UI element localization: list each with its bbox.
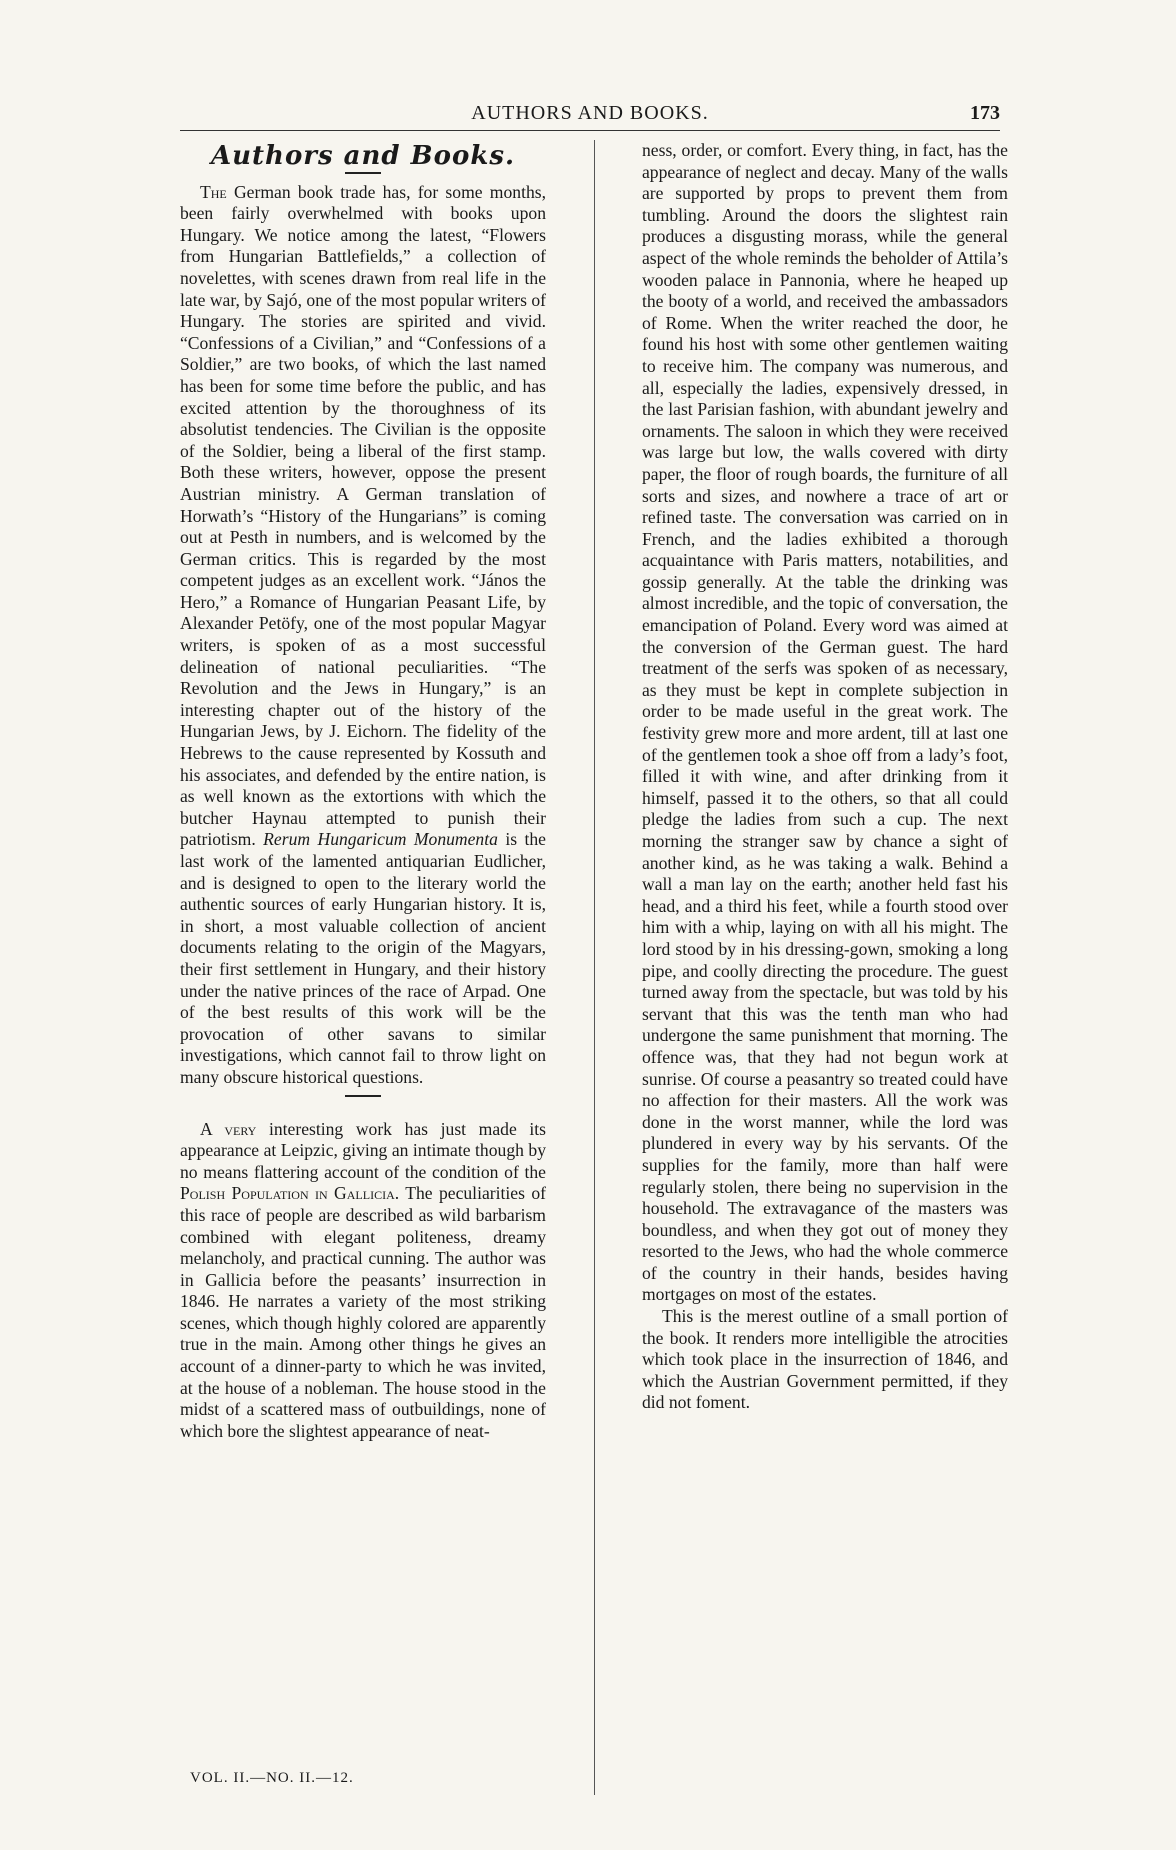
paragraph-2-small-caps: Polish Population in Gallicia. [180, 1183, 400, 1204]
paragraph-2-body: interesting work has just made its appearance at Leipzic, giving an intimate though by no means flattering account of the condition of the [180, 1118, 546, 1182]
running-header [180, 100, 1000, 131]
heading-rule [345, 172, 381, 174]
column-divider [594, 140, 595, 1795]
article-paragraph-4: This is the merest outline of a small portion of the book. It renders more intelligible the atrocities which took place in the insurrection of 1846, and which the Austrian Government permitted, if they did not foment. [642, 1306, 1008, 1413]
signature-mark: VOL. II.—NO. II.—12. [190, 1770, 354, 1786]
paragraph-2-lead: A very [200, 1118, 257, 1139]
paragraph-1-body: German book trade has, for some months, been fairly overwhelmed with books upon Hungary. We notice among the latest, “Flowers from Hungarian Battlefields,” a collection of novelettes, with scenes drawn from real life in the late war, by Sajó, one of the most popular writers of Hungary. The stories are spirited and vivid. “Confessions of a Civilian,” and “Confessions of a Soldier,” are two books, of which the last named has been for some time before the public, and has excited attention by the thoroughness of its absolutist tendencies. The Civilian is the opposite of the Soldier, being a liberal of the first stamp. Both these writers, however, oppose the present Austrian ministry. A German translation of Horwath’s “History of the Hungarians” is coming out at Pesth in numbers, and is welcomed by the German critics. This is regarded by the most competent judges as an excellent work. “János the Hero,” a Romance of Hungarian Peasant Life, by Alexander Petöfy, one of the most popular Magyar writers, is spoken of as a most successful delineation of national peculiarities. “The Revolution and the Jews in Hungary,” is an interesting chapter out of the history of the Hungarian Jews, by J. Eichorn. The fidelity of the Hebrews to the cause represented by Kossuth and his associates, and defended by the entire nation, is as well known as the extortions with which the butcher Haynau attempted to punish their patriotism. [180, 181, 546, 850]
left-column [180, 140, 546, 1750]
article-paragraph-3: ness, order, or comfort. Every thing, in fact, has the appearance of neglect and decay. Many of the walls are supported by props to prevent them from tumbling. Around the doors the slightest rain produces a disgusting morass, while the general aspect of the whole reminds the beholder of Attila’s wooden palace in Pannonia, where he heaped up the booty of a world, and received the ambassadors of Rome. When the writer reached the door, he found his host with some other gentlemen waiting to receive him. The company was numerous, and all, especially the ladies, expensively dressed, in the last Parisian fashion, with abundant jewelry and ornaments. The saloon in which they were received was large but low, the walls covered with dirty paper, the floor of rough boards, the furniture of all sorts and sizes, and nowhere a trace of art or refined taste. The conversation was carried on in French, and the ladies exhibited a thorough acquaintance with Paris matters, notabilities, and gossip generally. At the table the drinking was almost incredible, and the topic of conversation, the emancipation of Poland. Every word was aimed at the conversion of the German guest. The hard treatment of the serfs was spoken of as necessary, as they must be kept in complete subjection in order to be made useful in the great work. The festivity grew more and more ardent, till at last one of the gentlemen took a shoe off from a lady’s foot, filled it with wine, and after drinking from it himself, passed it to the others, so that all could pledge the ladies from such a cup. The next morning the stranger saw by chance a sight of another kind, as he was taking a walk. Behind a wall a man lay on the earth; another held fast his head, and a third his feet, while a fourth stood over him with a whip, laying on with all his might. The lord stood by in his dressing-gown, smoking a long pipe, and coolly directing the procedure. The guest turned away from the spectacle, but was told by his servant that this was the tenth man who had undergone the same punishment that morning. The offence was, that they had not begun work at sunrise. Of course a peasantry so treated could have no affection for their masters. All the work was done in the worst manner, while the lord was plundered in every way by his servants. Of the supplies for the family, more than half were regularly stolen, there being no supervision in the household. The extravagance of the masters was boundless, and when they got out of money they resorted to the Jews, who had the whole commerce of the country in their hands, besides having mortgages on most of the estates. [642, 140, 1008, 1305]
article-separator-rule [345, 1095, 381, 1097]
paragraph-1-tail: is the last work of the lamented antiquarian Eudlicher, and is designed to open to the literary world the authentic sources of early Hungarian history. It is, in short, a most valuable collection of ancient documents relating to the origin of the Magyars, their first settlement in Hungary, and their history under the native princes of the race of Arpad. One of the best results of this work will be the provocation of other savans to similar investigations, which cannot fail to throw light on many obscure historical questions. [180, 829, 546, 1087]
paragraph-1-italic-title: Rerum Hungaricum Monumenta [263, 829, 498, 850]
paragraph-1-lead: The [200, 181, 227, 202]
article-paragraph-2 [180, 1119, 546, 1443]
section-heading: Authors and Books. [210, 141, 516, 171]
page-number: 173 [970, 102, 1000, 124]
article-paragraph-1 [180, 182, 546, 1089]
paragraph-2-tail: The peculiarities of this race of people are described as wild barbarism combined with elegant politeness, dreamy melancholy, and practical cunning. The author was in Gallicia before the peasants’ insurrection in 1846. He narrates a variety of the most striking scenes, which though highly colored are apparently true in the main. Among other things he gives an account of a dinner-party to which he was invited, at the house of a nobleman. The house stood in the midst of a scattered mass of outbuildings, none of which bore the slightest appearance of neat- [180, 1183, 546, 1441]
right-column [642, 140, 1008, 1760]
running-title: AUTHORS AND BOOKS. [471, 102, 709, 124]
